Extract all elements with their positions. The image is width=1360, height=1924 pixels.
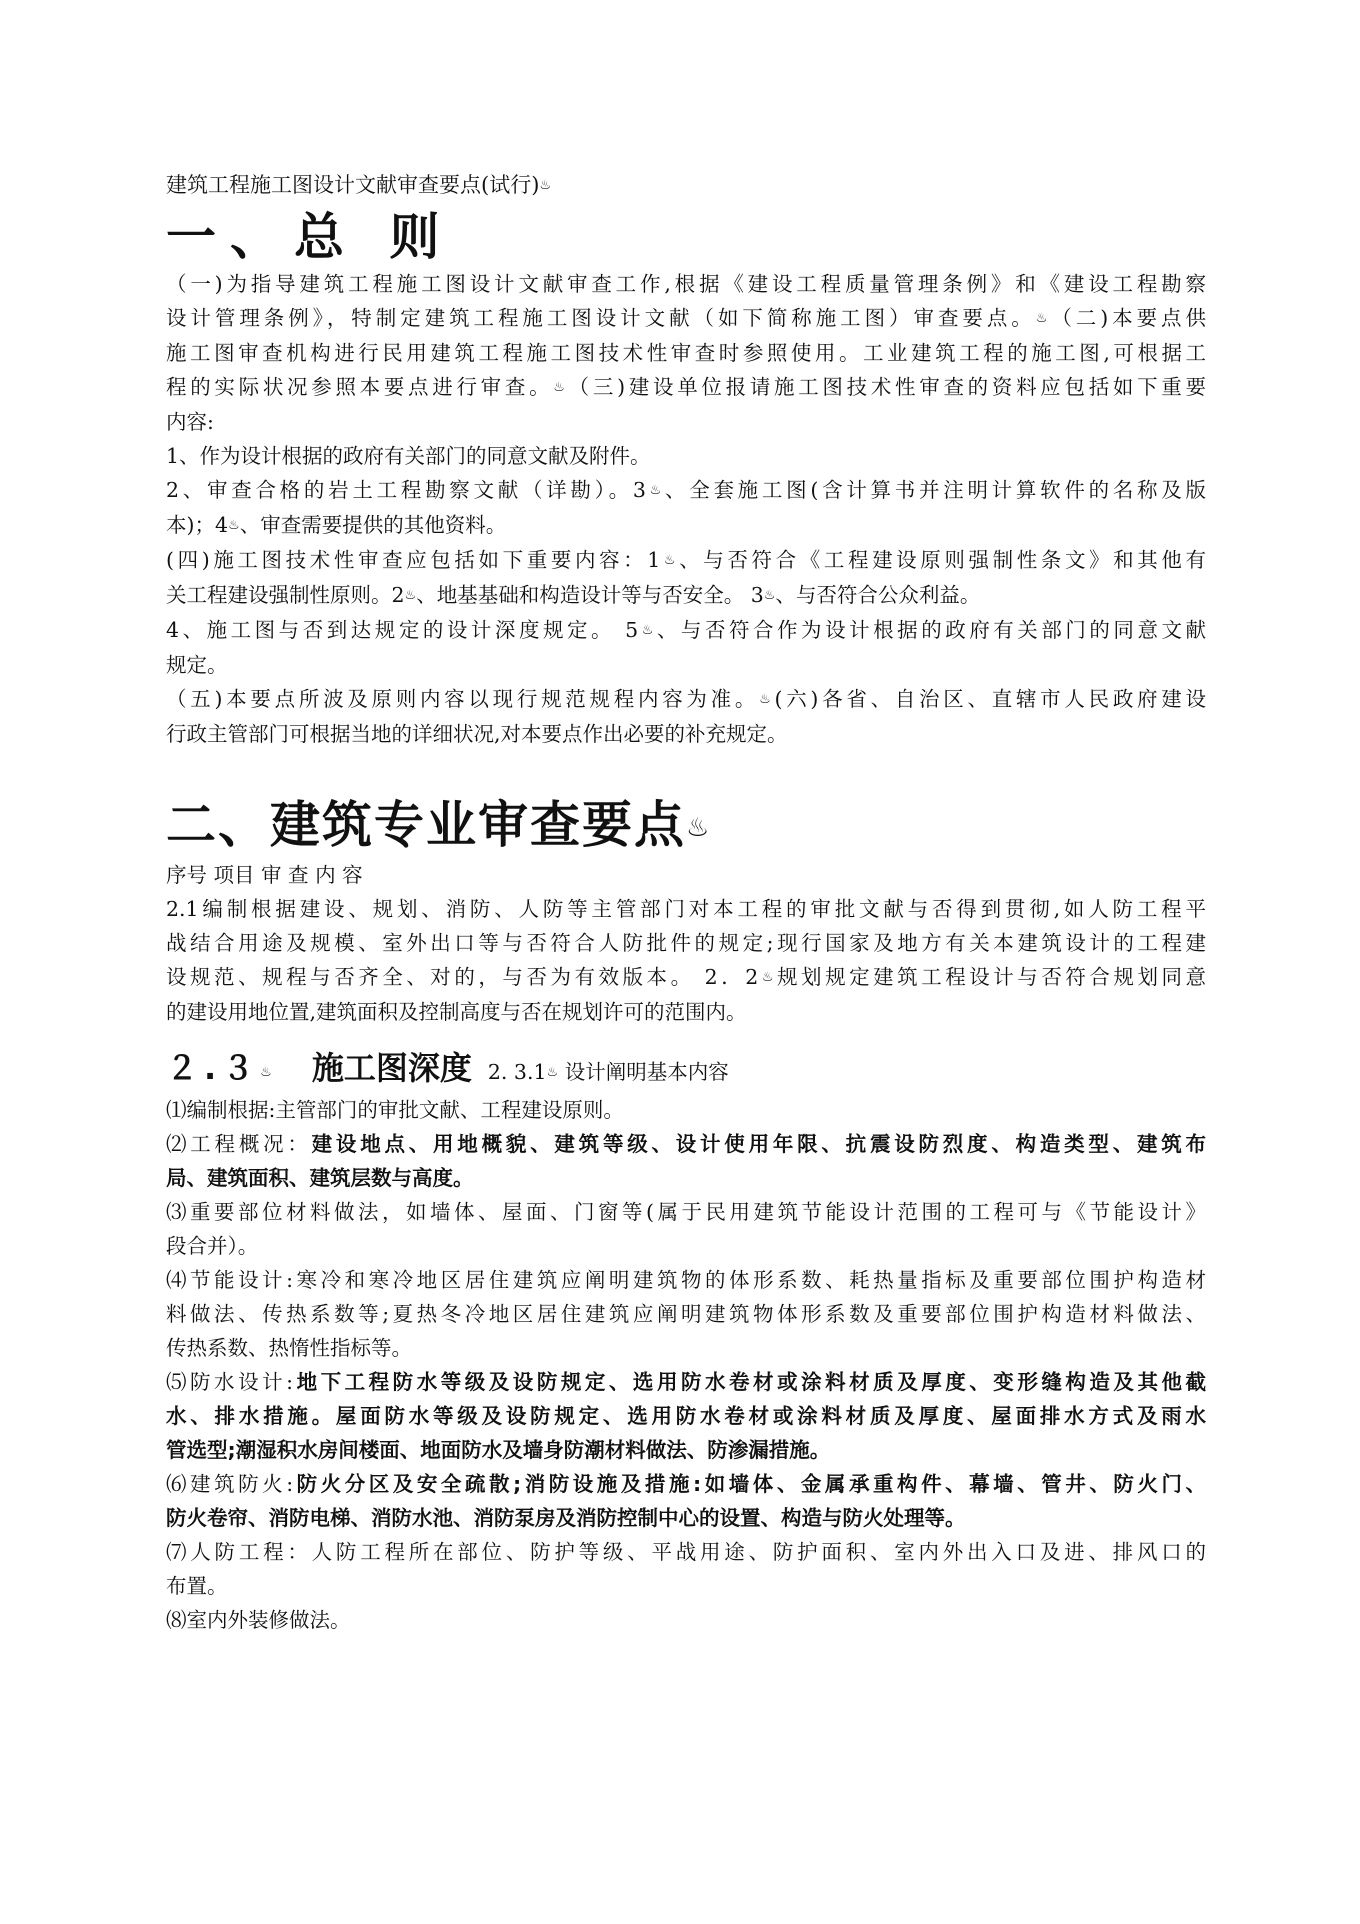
list-item: ⑹建筑防火:防火分区及安全疏散;消防设施及措施:如墙体、金属承重构件、幕墙、管井、防火门、 bbox=[166, 1472, 1206, 1496]
paragraph-line: (四)施工图技术性审查应包括如下重要内容：1♨、与否符合《工程建设原则强制性条文》和其他有 bbox=[166, 548, 1206, 572]
list-item: 局、建筑面积、建筑层数与高度。 bbox=[166, 1166, 474, 1190]
list-item: 段合并）。 bbox=[166, 1234, 259, 1258]
list-item: 布置。 bbox=[166, 1574, 228, 1598]
list-item: 管选型;潮湿积水房间楼面、地面防水及墙身防潮材料做法、防渗漏措施。 bbox=[166, 1438, 831, 1462]
list-item: 1、作为设计根据的政府有关部门的同意文献及附件。 bbox=[166, 444, 651, 468]
list-item: ⑻室内外装修做法。 bbox=[166, 1608, 351, 1632]
paragraph-line: 规定。 bbox=[166, 653, 228, 677]
section-1-body bbox=[166, 267, 1206, 751]
paragraph-line: 2.1编制根据建设、规划、消防、人防等主管部门对本工程的审批文献与否得到贯彻,如人防工程平 bbox=[166, 897, 1206, 921]
section-2-heading: 二、建筑专业审查要点♨ bbox=[166, 796, 712, 854]
paragraph-line: 战结合用途及规模、室外出口等与否符合人防批件的规定;现行国家及地方有关本建筑设计的工程建 bbox=[166, 931, 1206, 955]
paragraph-line: 程的实际状况参照本要点进行审查。♨（三)建设单位报请施工图技术性审查的资料应包括如下重要 bbox=[166, 375, 1207, 399]
paragraph-line: 行政主管部门可根据当地的详细状况,对本要点作出必要的补充规定。 bbox=[166, 722, 788, 746]
document-title: 建筑工程施工图设计文献审查要点(试行)♨ bbox=[166, 173, 552, 197]
list-item: 传热系数、热惰性指标等。 bbox=[166, 1336, 412, 1360]
list-item: ⑶重要部位材料做法，如墙体、屋面、门窗等(属于民用建筑节能设计范围的工程可与《节能设计》 bbox=[166, 1200, 1206, 1224]
list-item: 4、施工图与否到达规定的设计深度规定。 5♨、与否符合作为设计根据的政府有关部门的同意文献 bbox=[166, 618, 1207, 642]
section-number: ２.３♨ bbox=[166, 1049, 278, 1087]
list-item: 水、排水措施。屋面防水等级及设防规定、选用防水卷材或涂料材质及厚度、屋面排水方式及雨水 bbox=[166, 1404, 1206, 1428]
section-2-3-heading bbox=[166, 1043, 1206, 1089]
paragraph-line: 关工程建设强制性原则。2♨、地基基础和构造设计等与否安全。 3♨、与否符合公众利益。 bbox=[166, 583, 981, 607]
subsection-heading: 2. 3.1♨ 设计阐明基本内容 bbox=[487, 1060, 729, 1084]
list-item: 防火卷帘、消防电梯、消防水池、消防泵房及消防控制中心的设置、构造与防火处理等。 bbox=[166, 1506, 966, 1530]
section-1-heading: 一、总 则 bbox=[166, 208, 454, 266]
list-item: ⑸防水设计:地下工程防水等级及设防规定、选用防水卷材或涂料材质及厚度、变形缝构造及其他截 bbox=[166, 1370, 1206, 1394]
paragraph-line: （一)为指导建筑工程施工图设计文献审查工作,根据《建设工程质量管理条例》和《建设工程勘察 bbox=[166, 272, 1206, 296]
list-item: ⑷节能设计:寒冷和寒冷地区居住建筑应阐明建筑物的体形系数、耗热量指标及重要部位围护构造材 bbox=[166, 1268, 1206, 1292]
paragraph-line: 施工图审查机构进行民用建筑工程施工图技术性审查时参照使用。工业建筑工程的施工图,可根据工 bbox=[166, 341, 1206, 365]
section-title: 施工图深度 bbox=[311, 1049, 472, 1087]
list-item: ⑺人防工程：人防工程所在部位、防护等级、平战用途、防护面积、室内外出入口及进、排风口的 bbox=[166, 1540, 1206, 1564]
paragraph-line: （五)本要点所波及原则内容以现行规范规程内容为准。♨(六)各省、自治区、直辖市人民政府建设 bbox=[166, 687, 1207, 711]
paragraph-line: 内容: bbox=[166, 410, 214, 434]
list-item: ⑵工程概况：建设地点、用地概貌、建筑等级、设计使用年限、抗震设防烈度、构造类型、建筑布 bbox=[166, 1132, 1207, 1156]
paragraph-line: 的建设用地位置,建筑面积及控制高度与否在规划许可的范围内。 bbox=[166, 1000, 747, 1024]
list-item: 2、审查合格的岩土工程勘察文献（详勘）。3♨、全套施工图(含计算书并注明计算软件的名称及版 bbox=[166, 478, 1206, 502]
section-2-body bbox=[166, 858, 1206, 1029]
paragraph-line: 设规范、规程与否齐全、对的，与否为有效版本。 2．2♨规划规定建筑工程设计与否符合规划同意 bbox=[166, 965, 1207, 989]
table-header: 序号 项目 审 查 内 容 bbox=[166, 863, 363, 887]
list-item: 本)；4♨、审查需要提供的其他资料。 bbox=[166, 513, 507, 537]
section-2-3-body bbox=[166, 1093, 1206, 1637]
paragraph-line: 设计管理条例》，特制定建筑工程施工图设计文献（如下简称施工图）审查要点。♨（二)本要点供 bbox=[166, 306, 1207, 330]
document-page bbox=[166, 168, 1206, 1637]
list-item: ⑴编制根据:主管部门的审批文献、工程建设原则。 bbox=[166, 1098, 624, 1122]
list-item: 料做法、传热系数等;夏热冬冷地区居住建筑应阐明建筑物体形系数及重要部位围护构造材料做法、 bbox=[166, 1302, 1206, 1326]
